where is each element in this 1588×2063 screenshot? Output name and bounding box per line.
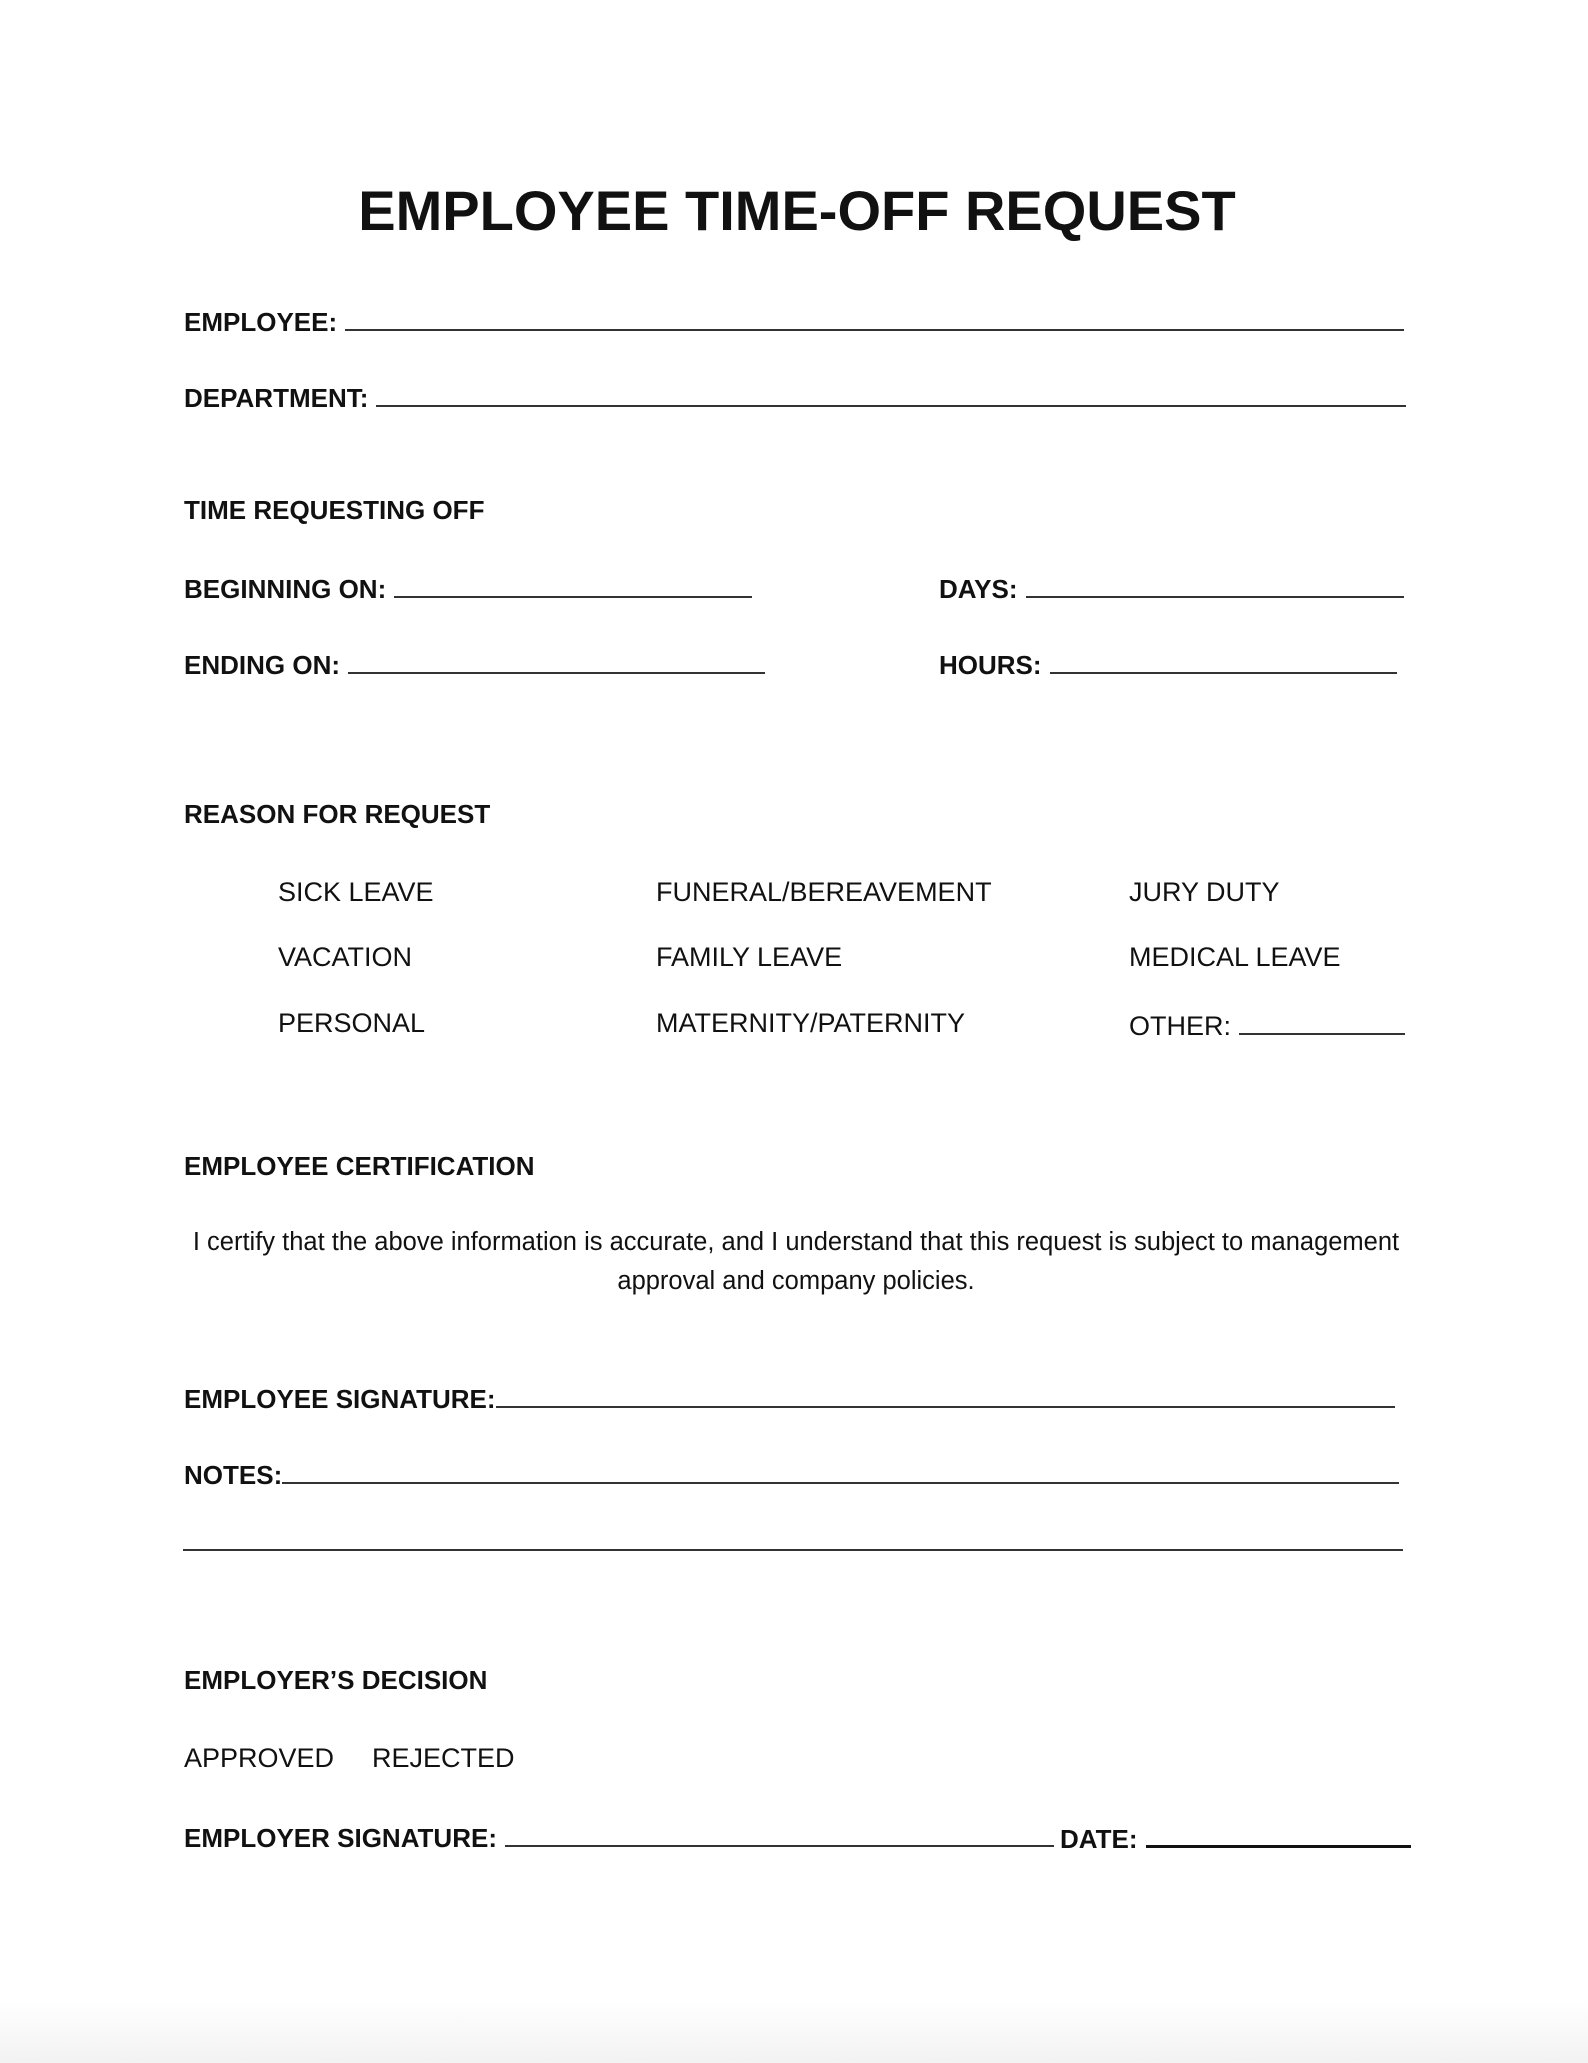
- beginning-line[interactable]: [394, 568, 752, 598]
- employee-label: EMPLOYEE:: [184, 307, 338, 337]
- option-sick-leave[interactable]: SICK LEAVE: [278, 877, 434, 907]
- ending-line[interactable]: [348, 644, 765, 674]
- option-vacation[interactable]: VACATION: [278, 942, 413, 972]
- certification-text: I certify that the above information is accurate, and I understand that this request is subject to management approval and company policies.: [192, 1228, 1400, 1295]
- hours-field[interactable]: [939, 644, 1397, 680]
- date-label: DATE:: [1060, 1824, 1138, 1854]
- decision-heading: EMPLOYER’S DECISION: [184, 1665, 488, 1695]
- employee-field[interactable]: [184, 301, 1404, 337]
- notes-field[interactable]: [184, 1454, 1399, 1490]
- option-jury-duty[interactable]: JURY DUTY: [1129, 877, 1280, 907]
- employer-signature-label: EMPLOYER SIGNATURE:: [184, 1823, 497, 1853]
- certification-heading: EMPLOYEE CERTIFICATION: [184, 1151, 535, 1181]
- date-field[interactable]: [1060, 1817, 1411, 1853]
- option-medical-leave[interactable]: MEDICAL LEAVE: [1129, 942, 1341, 972]
- option-personal[interactable]: PERSONAL: [278, 1008, 426, 1038]
- page-title: EMPLOYEE TIME-OFF REQUEST: [358, 179, 1236, 242]
- notes-label: NOTES:: [184, 1460, 283, 1490]
- other-label: OTHER:: [1129, 1011, 1232, 1041]
- reason-heading: REASON FOR REQUEST: [184, 799, 491, 829]
- days-field[interactable]: [939, 568, 1404, 604]
- department-label: DEPARTMENT:: [184, 383, 369, 413]
- days-line[interactable]: [1026, 568, 1404, 598]
- employer-signature-field[interactable]: [184, 1817, 1054, 1853]
- ending-label: ENDING ON:: [184, 650, 340, 680]
- date-line[interactable]: [1146, 1817, 1411, 1848]
- option-family-leave[interactable]: FAMILY LEAVE: [656, 942, 843, 972]
- days-label: DAYS:: [939, 574, 1018, 604]
- option-approved[interactable]: APPROVED: [184, 1743, 335, 1773]
- notes-line-2[interactable]: [183, 1549, 1403, 1551]
- time-off-heading: TIME REQUESTING OFF: [184, 495, 485, 525]
- ending-field[interactable]: [184, 644, 765, 680]
- option-funeral[interactable]: FUNERAL/BEREAVEMENT: [656, 877, 992, 907]
- hours-label: HOURS:: [939, 650, 1042, 680]
- other-line[interactable]: [1239, 1005, 1405, 1035]
- option-rejected[interactable]: REJECTED: [372, 1743, 515, 1773]
- employee-line[interactable]: [345, 301, 1404, 331]
- employer-signature-line[interactable]: [505, 1817, 1054, 1847]
- employee-signature-line[interactable]: [496, 1378, 1395, 1408]
- beginning-field[interactable]: [184, 568, 752, 604]
- department-field[interactable]: [184, 377, 1406, 413]
- department-line[interactable]: [376, 377, 1406, 407]
- hours-line[interactable]: [1050, 644, 1397, 674]
- notes-line[interactable]: [282, 1454, 1399, 1484]
- employee-signature-field[interactable]: [184, 1378, 1395, 1414]
- beginning-label: BEGINNING ON:: [184, 574, 387, 604]
- option-other[interactable]: [1129, 1005, 1405, 1041]
- option-maternity[interactable]: MATERNITY/PATERNITY: [656, 1008, 966, 1038]
- employee-signature-label: EMPLOYEE SIGNATURE:: [184, 1384, 496, 1414]
